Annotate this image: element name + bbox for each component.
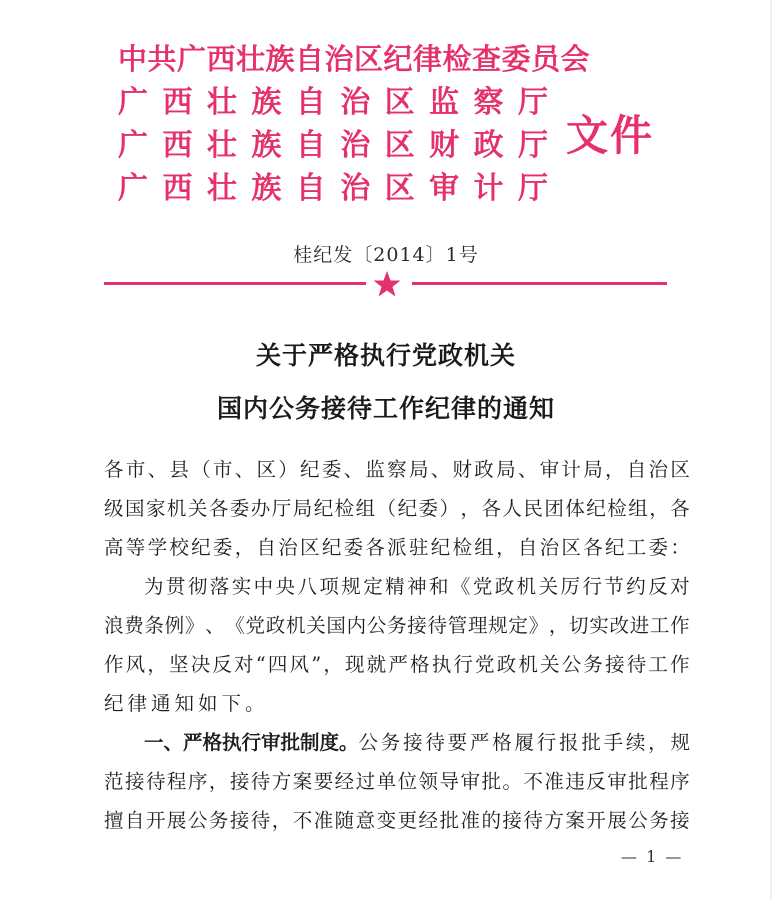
glyph: 机 (516, 575, 537, 598)
document-number: 桂纪发〔2014〕1号 (293, 244, 479, 266)
glyph: 纪 (397, 497, 418, 520)
glyph: 接 (229, 809, 250, 832)
glyph: 治 (340, 128, 371, 163)
glyph: 定 (363, 575, 383, 598)
glyph: 对 (234, 653, 254, 676)
text-line (104, 528, 690, 567)
glyph: 广 (118, 128, 148, 163)
glyph: ， (323, 653, 343, 676)
glyph: 浪 (104, 614, 124, 637)
glyph: 务 (649, 809, 669, 832)
glyph: 待 (425, 731, 445, 754)
glyph: 各 (365, 536, 385, 559)
glyph: 局 (408, 458, 429, 481)
glyph: 公 (628, 809, 648, 832)
glyph: 作 (670, 653, 690, 676)
glyph: 《 (450, 575, 471, 598)
glyph: 格 (410, 653, 430, 676)
glyph: 接 (124, 770, 145, 793)
glyph: ， (648, 731, 668, 754)
glyph: ： (670, 536, 690, 559)
glyph: 厅 (517, 171, 548, 206)
glyph: 接 (407, 614, 427, 637)
glyph: 不 (292, 809, 313, 832)
glyph: 《 (225, 614, 245, 637)
text-line (104, 450, 690, 489)
glyph: ， (548, 614, 569, 637)
glyph: 八 (297, 575, 317, 598)
glyph: 序 (670, 770, 690, 793)
glyph: 报 (559, 731, 579, 754)
glyph: 待 (250, 809, 271, 832)
glyph: 厉 (560, 575, 581, 598)
glyph: 壮 (206, 171, 237, 206)
glyph: 治 (539, 536, 560, 559)
glyph: 严 (469, 731, 490, 754)
glyph: ， (234, 536, 255, 559)
intro-paragraph (104, 567, 690, 723)
document-title-line2: 国内公务接待工作纪律的通知 (216, 394, 555, 423)
glyph: 规 (341, 575, 361, 598)
glyph: 央 (275, 575, 296, 598)
glyph: 意 (355, 809, 376, 832)
text-line (104, 645, 690, 684)
red-star-icon (372, 270, 402, 298)
glyph: 决 (190, 653, 211, 676)
glyph: 方 (271, 770, 292, 793)
glyph: 中 (253, 575, 274, 598)
glyph: 审 (539, 458, 560, 481)
glyph: 自 (295, 85, 326, 120)
glyph: 批 (439, 809, 460, 832)
glyph: 务 (387, 614, 407, 637)
glyph: 县 (169, 458, 189, 481)
glyph: 局 (583, 458, 603, 481)
glyph: 务 (380, 731, 401, 754)
glyph: 治 (340, 171, 371, 206)
glyph: 机 (518, 653, 538, 676)
glyph: 等 (125, 536, 146, 559)
glyph: 级 (104, 497, 124, 520)
glyph: 计 (561, 458, 581, 481)
glyph: 神 (407, 575, 427, 598)
glyph: 校 (169, 536, 189, 559)
glyph: 违 (565, 770, 585, 793)
glyph: 开 (145, 809, 166, 832)
glyph: 工 (648, 653, 668, 676)
glyph: 区 (384, 85, 415, 120)
glyph: 条 (144, 614, 164, 637)
glyph: 自 (295, 128, 326, 163)
glyph: 局 (496, 458, 516, 481)
text-line: 纪律通知如下。 (104, 692, 269, 715)
glyph: 导 (439, 770, 460, 793)
glyph: 公 (358, 731, 379, 754)
addressees-paragraph (104, 450, 690, 567)
glyph: 自 (256, 536, 276, 559)
glyph: 范 (104, 770, 124, 793)
glyph: 落 (209, 575, 230, 598)
glyph: 、 (234, 458, 255, 481)
glyph: 例 (164, 614, 185, 637)
glyph: 纪 (300, 458, 320, 481)
glyph: ， (271, 809, 292, 832)
glyph: （ (191, 458, 211, 481)
glyph: 广 (118, 85, 148, 120)
issuer-line (118, 167, 548, 210)
glyph: 对 (670, 575, 690, 598)
glyph: 政 (494, 575, 515, 598)
glyph: 坚 (169, 653, 189, 676)
glyph: 壮 (206, 128, 237, 163)
glyph: 定 (508, 614, 528, 637)
glyph: 族 (251, 171, 282, 206)
glyph: 务 (208, 809, 229, 832)
glyph: ， (649, 497, 669, 520)
glyph: 委 (229, 497, 250, 520)
glyph: 待 (145, 770, 166, 793)
glyph: （ (376, 497, 397, 520)
glyph: 团 (544, 497, 564, 520)
glyph: 费 (124, 614, 144, 637)
glyph: 自 (626, 458, 647, 481)
glyph: 就 (366, 653, 387, 676)
glyph: 人 (502, 497, 522, 520)
document-title-line1: 关于严格执行党政机关 (255, 341, 516, 370)
glyph: 审 (607, 770, 627, 793)
glyph: ） (439, 497, 460, 520)
glyph: 》 (528, 614, 549, 637)
glyph: 格 (492, 731, 512, 754)
glyph: 纪 (191, 536, 211, 559)
glyph: 反 (648, 575, 668, 598)
glyph: 反 (212, 653, 232, 676)
glyph: 要 (313, 770, 334, 793)
section1-paragraph (104, 723, 690, 840)
text-line (104, 762, 690, 801)
issuer-discipline-commission: 中共广西壮族自治区纪律检查委员会 (118, 42, 591, 76)
glyph: 委 (343, 536, 364, 559)
glyph: 履 (514, 731, 534, 754)
glyph: 纪 (321, 536, 342, 559)
glyph: 自 (295, 171, 326, 206)
glyph: ， (147, 653, 167, 676)
glyph: 待 (250, 770, 271, 793)
glyph: 工 (649, 614, 670, 637)
glyph: 纪 (430, 536, 451, 559)
glyph: 察 (387, 458, 407, 481)
glyph: 各 (208, 497, 229, 520)
glyph: ， (460, 497, 480, 520)
text-line (104, 606, 690, 645)
glyph: 壮 (206, 85, 237, 120)
glyph: 要 (447, 731, 468, 754)
glyph: 派 (387, 536, 407, 559)
glyph: 委 (648, 536, 669, 559)
glyph: 和 (428, 575, 449, 598)
glyph: 公 (187, 809, 208, 832)
glyph: 行 (582, 575, 602, 598)
glyph: 财 (429, 128, 460, 163)
glyph: 各 (104, 458, 124, 481)
glyph: 切 (569, 614, 589, 637)
glyph: 国 (326, 614, 346, 637)
glyph: 组 (474, 536, 494, 559)
glyph: 批 (628, 770, 648, 793)
glyph: 组 (355, 497, 376, 520)
glyph: 精 (385, 575, 405, 598)
glyph: 监 (365, 458, 385, 481)
glyph: 风 (125, 653, 146, 676)
glyph: 学 (147, 536, 168, 559)
glyph: 察 (473, 85, 504, 120)
glyph: 工 (626, 536, 647, 559)
glyph: 接 (502, 809, 522, 832)
glyph: 厅 (271, 497, 292, 520)
glyph: 管 (447, 614, 468, 637)
red-divider-left (104, 282, 366, 285)
glyph: 族 (251, 85, 282, 120)
glyph: 党 (245, 614, 266, 637)
glyph: 监 (429, 85, 460, 120)
glyph: 实 (589, 614, 609, 637)
issuer-line (118, 38, 591, 81)
glyph: 。 (502, 770, 522, 793)
glyph: 关 (540, 653, 560, 676)
glyph: 治 (278, 536, 298, 559)
glyph: 体 (565, 497, 585, 520)
glyph: 变 (376, 809, 397, 832)
glyph: 接 (670, 809, 690, 832)
glyph: 区 (256, 458, 276, 481)
glyph: 手 (603, 731, 624, 754)
glyph: 高 (104, 536, 124, 559)
glyph: 办 (250, 497, 271, 520)
glyph: 准 (313, 809, 334, 832)
glyph: 擅 (104, 809, 124, 832)
glyph: 实 (231, 575, 252, 598)
glyph: 市 (212, 458, 233, 481)
glyph: 民 (523, 497, 543, 520)
glyph: 理 (467, 614, 488, 637)
glyph: 广 (118, 171, 148, 206)
section1-first-line-rest (359, 723, 690, 762)
glyph: 计 (473, 171, 504, 206)
glyph: 作 (670, 614, 690, 637)
glyph: 项 (319, 575, 339, 598)
glyph: ） (278, 458, 298, 481)
glyph: 彻 (187, 575, 208, 598)
glyph: 区 (384, 128, 415, 163)
glyph: 治 (648, 458, 669, 481)
glyph: 政 (473, 128, 504, 163)
glyph: 治 (340, 85, 371, 120)
glyph: ， (208, 770, 229, 793)
glyph: 厅 (517, 128, 548, 163)
glyph: 族 (251, 128, 282, 163)
glyph: 机 (285, 614, 306, 637)
glyph: 、 (430, 458, 451, 481)
glyph: “ (255, 653, 266, 676)
glyph: 反 (586, 770, 606, 793)
glyph: 党 (472, 575, 493, 598)
glyph: 批 (481, 770, 501, 793)
glyph: 展 (166, 809, 187, 832)
glyph: 委 (321, 458, 342, 481)
glyph: 经 (334, 770, 355, 793)
glyph: 西 (162, 171, 193, 206)
glyph: 改 (609, 614, 629, 637)
glyph: 现 (345, 653, 365, 676)
document-type-label: 文件 (566, 111, 655, 160)
glyph: 、 (517, 458, 538, 481)
glyph: 随 (334, 809, 355, 832)
glyph: 续 (625, 731, 646, 754)
glyph: 自 (517, 536, 538, 559)
glyph: 纪 (586, 497, 606, 520)
text-line (104, 567, 690, 606)
glyph: 风 (289, 653, 310, 676)
section1-heading: 一、严格执行审批制度。 (144, 731, 359, 754)
text-line (104, 489, 690, 528)
glyph: 务 (583, 653, 603, 676)
glyph: 案 (565, 809, 585, 832)
glyph: 审 (460, 770, 480, 793)
glyph: 检 (452, 536, 473, 559)
page-number: — 1 — (621, 847, 684, 866)
text-line (104, 801, 690, 840)
glyph: 委 (212, 536, 233, 559)
glyph: 、 (147, 458, 168, 481)
glyph: 待 (523, 809, 543, 832)
glyph: 局 (292, 497, 313, 520)
glyph: 序 (187, 770, 208, 793)
glyph: 党 (475, 653, 495, 676)
glyph: 执 (431, 653, 452, 676)
glyph: 委 (418, 497, 439, 520)
issuer-line (118, 124, 548, 167)
glyph: 接 (605, 653, 625, 676)
glyph: 单 (376, 770, 397, 793)
glyph: 四 (267, 653, 288, 676)
glyph: 、 (205, 614, 225, 637)
glyph: 各 (670, 497, 690, 520)
glyph: 公 (561, 653, 582, 676)
glyph: 家 (145, 497, 166, 520)
glyph: 区 (561, 536, 581, 559)
glyph: 组 (628, 497, 648, 520)
glyph: 过 (355, 770, 376, 793)
glyph: 行 (453, 653, 473, 676)
glyph: 关 (306, 614, 326, 637)
glyph: 作 (104, 653, 124, 676)
glyph: 》 (184, 614, 205, 637)
glyph: 公 (366, 614, 387, 637)
glyph: 市 (125, 458, 146, 481)
glyph: 驻 (408, 536, 429, 559)
glyph: 内 (346, 614, 367, 637)
glyph: 位 (397, 770, 418, 793)
glyph: 约 (626, 575, 646, 598)
glyph: 区 (384, 171, 415, 206)
glyph: 区 (670, 458, 690, 481)
glyph: 各 (583, 536, 603, 559)
glyph: 西 (162, 128, 193, 163)
glyph: 方 (544, 809, 564, 832)
glyph: 关 (187, 497, 208, 520)
glyph: 规 (488, 614, 508, 637)
glyph: 关 (538, 575, 559, 598)
glyph: 的 (481, 809, 501, 832)
glyph: 展 (607, 809, 627, 832)
glyph: 自 (124, 809, 145, 832)
glyph: 准 (460, 809, 480, 832)
glyph: 贯 (165, 575, 186, 598)
glyph: ， (604, 458, 625, 481)
glyph: 程 (166, 770, 187, 793)
glyph: 厅 (517, 85, 548, 120)
text-line (104, 723, 690, 762)
glyph: 行 (536, 731, 557, 754)
glyph: 接 (403, 731, 423, 754)
glyph: 更 (397, 809, 418, 832)
glyph: 准 (544, 770, 564, 793)
glyph: 领 (418, 770, 439, 793)
glyph: 西 (162, 85, 193, 120)
glyph: 接 (229, 770, 250, 793)
glyph: 国 (124, 497, 145, 520)
glyph: 检 (607, 497, 627, 520)
red-divider-right (412, 282, 667, 285)
glyph: 纪 (313, 497, 334, 520)
glyph: 程 (649, 770, 669, 793)
glyph: 政 (265, 614, 286, 637)
glyph: ， (496, 536, 516, 559)
glyph: 进 (629, 614, 650, 637)
glyph: 财 (452, 458, 473, 481)
glyph: 机 (166, 497, 187, 520)
glyph: 待 (427, 614, 448, 637)
glyph: 案 (292, 770, 313, 793)
glyph: 规 (670, 731, 690, 754)
glyph: 严 (388, 653, 408, 676)
issuer-line (118, 81, 548, 124)
glyph: 、 (343, 458, 364, 481)
glyph: 纪 (604, 536, 625, 559)
glyph: 待 (626, 653, 647, 676)
glyph: 不 (523, 770, 543, 793)
glyph: 节 (604, 575, 624, 598)
glyph: 政 (474, 458, 494, 481)
glyph: 各 (481, 497, 501, 520)
glyph: ” (311, 653, 322, 676)
glyph: 开 (586, 809, 606, 832)
glyph: 经 (418, 809, 439, 832)
glyph: 为 (144, 575, 164, 598)
glyph: 政 (496, 653, 517, 676)
glyph: 审 (429, 171, 460, 206)
glyph: 批 (581, 731, 601, 754)
glyph: 检 (334, 497, 355, 520)
issuing-organizations (118, 38, 591, 210)
glyph: 区 (300, 536, 320, 559)
